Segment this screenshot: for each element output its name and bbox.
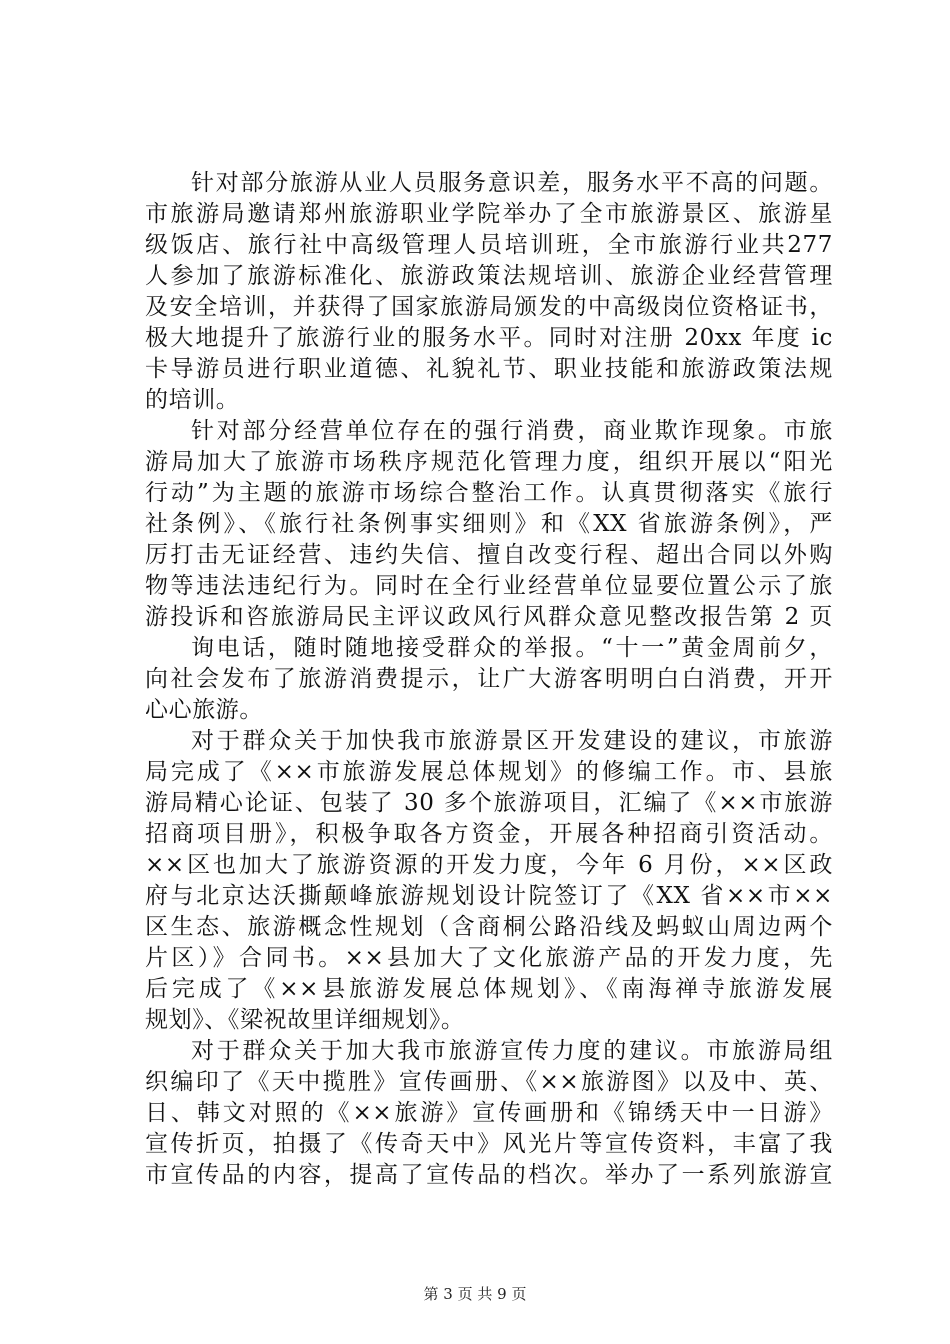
text-line: 针对部分经营单位存在的强行消费，商业欺诈现象。市旅: [191, 418, 833, 444]
text-line: 对于群众关于加快我市旅游景区开发建设的建议，市旅游: [191, 728, 833, 754]
text-line: 的培训。: [145, 387, 240, 413]
text-line: 卡导游员进行职业道德、礼貌礼节、职业技能和旅游政策法规: [145, 356, 833, 382]
text-line: 招商项目册》，积极争取各方资金，开展各种招商引资活动。: [145, 821, 833, 847]
text-line: 日、韩文对照的《××旅游》宣传画册和《锦绣天中一日游》: [145, 1100, 833, 1126]
text-line: 市旅游局邀请郑州旅游职业学院举办了全市旅游景区、旅游星: [145, 201, 833, 227]
text-line: 及安全培训，并获得了国家旅游局颁发的中高级岗位资格证书，: [145, 294, 833, 320]
text-line: 级饭店、旅行社中高级管理人员培训班，全市旅游行业共277: [145, 232, 833, 258]
text-line: 针对部分旅游从业人员服务意识差，服务水平不高的问题。: [191, 170, 833, 196]
text-line: 向社会发布了旅游消费提示，让广大游客明明白白消费，开开: [145, 666, 833, 692]
text-line: 询电话，随时随地接受群众的举报。“十一”黄金周前夕，: [191, 635, 833, 661]
text-line: 心心旅游。: [145, 697, 263, 723]
text-line: 后完成了《××县旅游发展总体规划》、《南海禅寺旅游发展: [145, 976, 833, 1002]
text-line: 游局精心论证、包装了 30 多个旅游项目，汇编了《××市旅游: [145, 790, 833, 816]
text-line: 游投诉和咨旅游局民主评议政风行风群众意见整改报告第 2 页: [145, 604, 833, 630]
text-line: 行动”为主题的旅游市场综合整治工作。认真贯彻落实《旅行: [145, 480, 833, 506]
text-line: 社条例》、《旅行社条例事实细则》和《XX 省旅游条例》，严: [145, 511, 833, 537]
text-line: 区生态、旅游概念性规划（含商桐公路沿线及蚂蚁山周边两个: [145, 914, 833, 940]
text-line: 人参加了旅游标准化、旅游政策法规培训、旅游企业经营管理: [145, 263, 833, 289]
text-line: 物等违法违纪行为。同时在全行业经营单位显要位置公示了旅: [145, 573, 833, 599]
page-footer: 第 3 页 共 9 页: [423, 1285, 527, 1303]
text-line: 游局加大了旅游市场秩序规范化管理力度，组织开展以“阳光: [145, 449, 833, 475]
text-line: 织编印了《天中揽胜》宣传画册、《××旅游图》以及中、英、: [145, 1069, 833, 1095]
document-body: [145, 168, 833, 1191]
text-line: 极大地提升了旅游行业的服务水平。同时对注册 20xx 年度 ic: [145, 325, 833, 351]
text-line: 市宣传品的内容，提高了宣传品的档次。举办了一系列旅游宣: [145, 1162, 833, 1188]
text-line: 宣传折页，拍摄了《传奇天中》风光片等宣传资料，丰富了我: [145, 1131, 833, 1157]
text-line: 规划》、《梁祝故里详细规划》。: [145, 1007, 465, 1033]
text-line: 片区）》合同书。××县加大了文化旅游产品的开发力度，先: [145, 945, 833, 971]
text-line: 厉打击无证经营、违约失信、擅自改变行程、超出合同以外购: [145, 542, 833, 568]
text-line: ××区也加大了旅游资源的开发力度，今年 6 月份，××区政: [145, 852, 833, 878]
text-line: 府与北京达沃撕颠峰旅游规划设计院签订了《XX 省××市××: [145, 883, 833, 909]
text-line: 对于群众关于加大我市旅游宣传力度的建议。市旅游局组: [191, 1038, 833, 1064]
text-line: 局完成了《××市旅游发展总体规划》的修编工作。市、县旅: [145, 759, 833, 785]
